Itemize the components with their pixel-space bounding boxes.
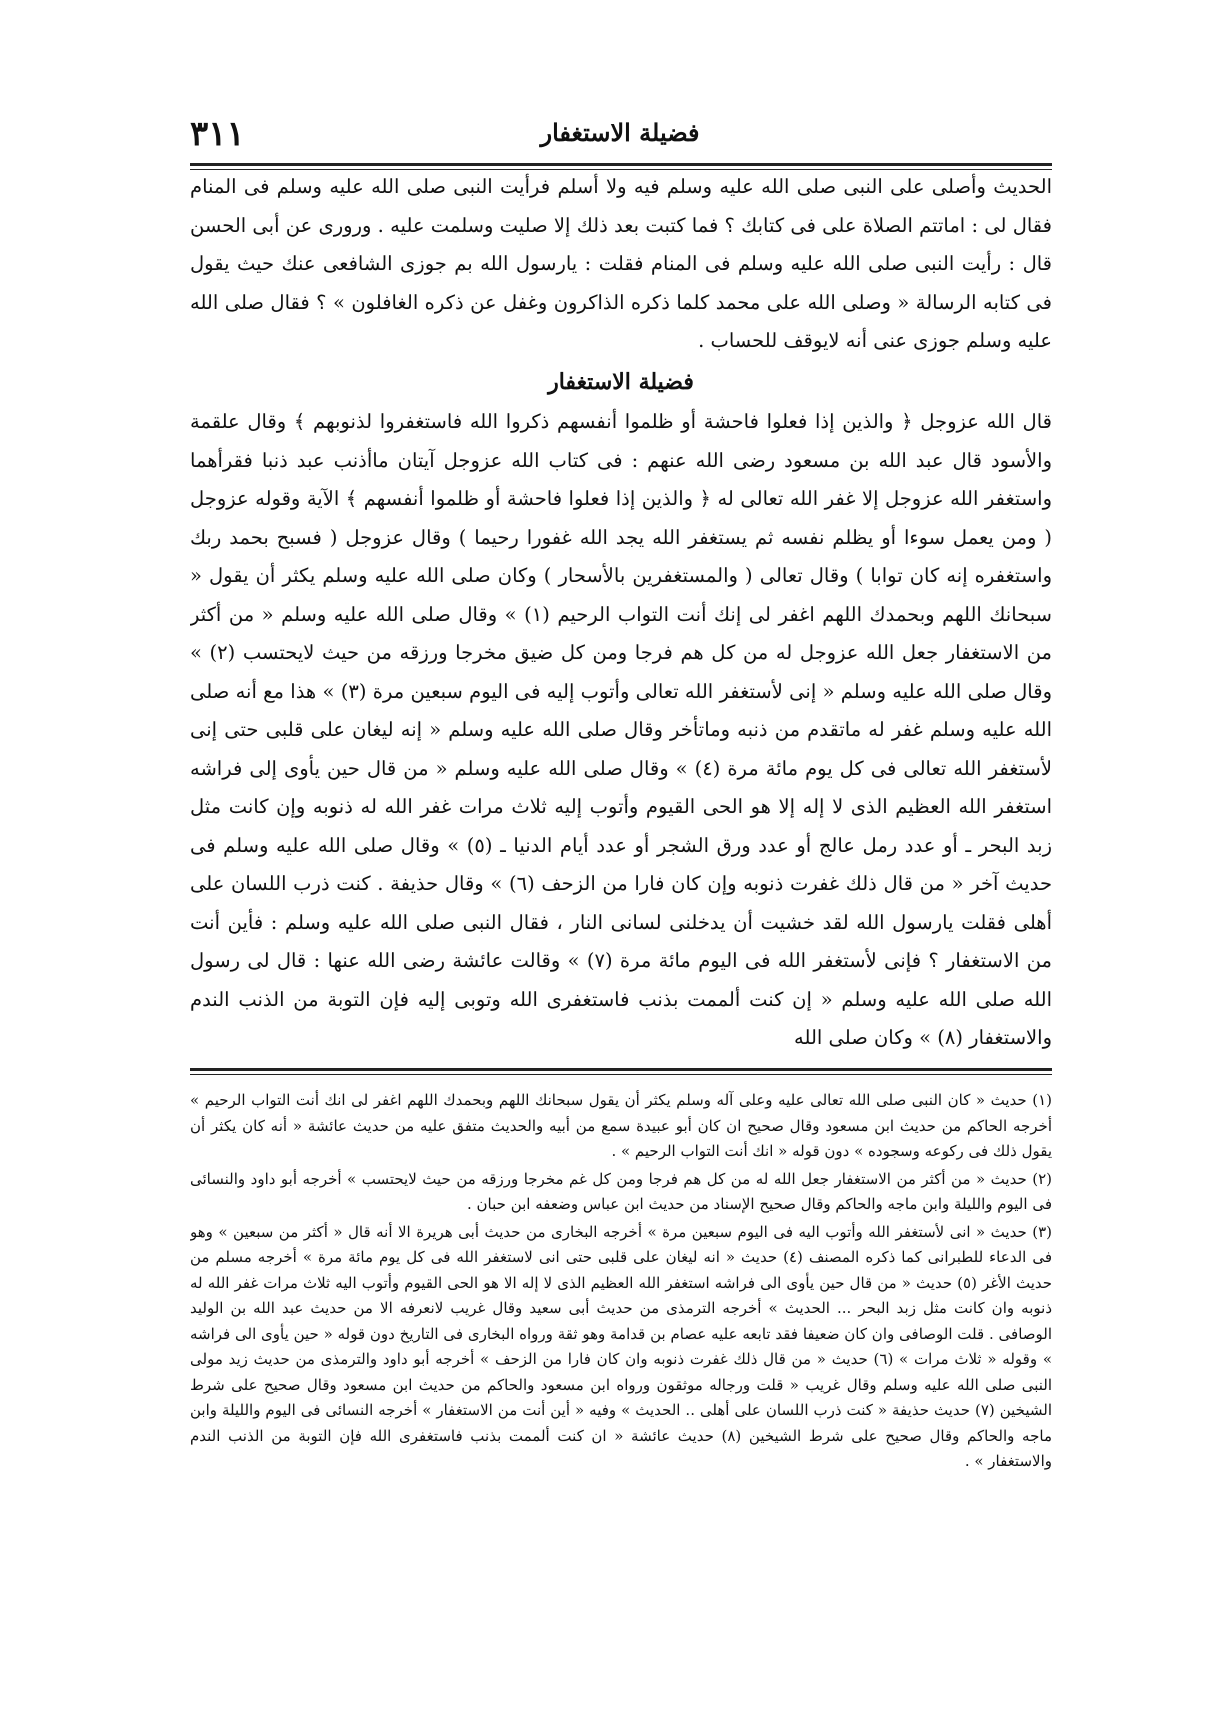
footnotes-divider: [190, 1068, 1052, 1075]
footnote: (١) حديث « كان النبى صلى الله تعالى عليه وعلى آله وسلم يكثر أن يقول سبحانك اللهم وبحمدك اللهم اغفر لى انك أنت التواب الرحيم » أخرجه الحاكم من حديث ابن مسعود وقال صحيح ان كان أبو عبيدة سمع من أبيه والحديث متفق عليه من حديث عائشة « أنه كان يكثر أن يقول ذلك فى ركوعه وسجوده » دون قوله « انك أنت التواب الرحيم » .: [190, 1091, 1052, 1160]
footnote: (٢) حديث « من أكثر من الاستغفار جعل الله له من كل هم فرجا ومن كل غم مخرجا ورزقه من حيث لايحتسب » أخرجه أبو داود والنسائى فى اليوم والليلة وابن ماجه والحاكم وقال صحيح الإسناد من حديث ابن عباس وضعفه ابن حبان .: [190, 1169, 1052, 1213]
footnotes: [190, 1088, 1052, 1568]
page-header: [190, 110, 1050, 170]
body-paragraph: الحديث وأصلى على النبى صلى الله عليه وسلم فيه ولا أسلم فرأيت النبى صلى الله عليه وسلم فى المنام فقال لى : اماتتم الصلاة على فى كتابك ؟ فما كتبت بعد ذلك إلا صليت وسلمت عليه . ورورى عن أبى الحسن قال : رأيت النبى صلى الله عليه وسلم فى المنام فقلت : يارسول الله بم جوزى الشافعى عنك حيث يقول فى كتابه الرسالة « وصلى الله على محمد كلما ذكره الذاكرون وغفل عن ذكره الغافلون » ؟ فقال صلى الله عليه وسلم جوزى عنى أنه لايوقف للحساب .: [190, 175, 1052, 352]
page-number: ٣١١: [190, 114, 245, 154]
body-paragraph: قال الله عزوجل ﴿ والذين إذا فعلوا فاحشة أو ظلموا أنفسهم ذكروا الله فاستغفروا لذنوبهم ﴾ وقال علقمة والأسود قال عبد الله بن مسعود رضى الله عنهم : فى كتاب الله عزوجل آيتان ماأذنب عبد ذنبا فقرأهما واستغفر الله عزوجل إلا غفر الله تعالى له ﴿ والذين إذا فعلوا فاحشة أو ظلموا أنفسهم ﴾ الآية وقوله عزوجل ( ومن يعمل سوءا أو يظلم نفسه ثم يستغفر الله يجد الله غفورا رحيما ) وقال عزوجل ( فسبح بحمد ربك واستغفره إنه كان توابا ) وقال تعالى ( والمستغفرين بالأسحار ) وكان صلى الله عليه وسلم يكثر أن يقول « سبحانك اللهم وبحمدك اللهم اغفر لى إنك أنت التواب الرحيم (١) » وقال صلى الله عليه وسلم « من أكثر من الاستغفار جعل الله عزوجل له من كل هم فرجا ومن كل ضيق مخرجا ورزقه من حيث لايحتسب (٢) » وقال صلى الله عليه وسلم « إنى لأستغفر الله تعالى وأتوب إليه فى اليوم سبعين مرة (٣) » هذا مع أنه صلى الله عليه وسلم غفر له ماتقدم من ذنبه وماتأخر وقال صلى الله عليه وسلم « إنه ليغان على قلبى حتى إنى لأستغفر الله تعالى فى كل يوم مائة مرة (٤) » وقال صلى الله عليه وسلم « من قال حين يأوى إلى فراشه استغفر الله العظيم الذى لا إله إلا هو الحى القيوم وأتوب إليه ثلاث مرات غفر الله له ذنوبه وإن كانت مثل زبد البحر ـ أو عدد رمل عالج أو عدد ورق الشجر أو عدد أيام الدنيا ـ (٥) » وقال صلى الله عليه وسلم فى حديث آخر « من قال ذلك غفرت ذنوبه وإن كان فارا من الزحف (٦) » وقال حذيفة . كنت ذرب اللسان على أهلى فقلت يارسول الله لقد خشيت أن يدخلنى لسانى النار ، فقال النبى صلى الله عليه وسلم : فأين أنت من الاستغفار ؟ فإنى لأستغفر الله فى اليوم مائة مرة (٧) » وقالت عائشة رضى الله عنها : قال لى رسول الله صلى الله عليه وسلم « إن كنت ألممت بذنب فاستغفرى الله وتوبى إليه فإن التوبة من الذنب الندم والاستغفار (٨) » وكان صلى الله: [190, 410, 1052, 1049]
section-heading: فضيلة الاستغفار: [548, 368, 694, 395]
running-title: فضيلة الاستغفار: [540, 118, 700, 147]
main-text: [190, 168, 1052, 1058]
footnote: (٣) حديث « انى لأستغفر الله وأتوب اليه فى اليوم سبعين مرة » أخرجه البخارى من حديث أبى هريرة الا أنه قال « أكثر من سبعين » وهو فى الدعاء للطبرانى كما ذكره المصنف (٤) حديث « انه ليغان على قلبى حتى انى لاستغفر الله فى كل يوم مائة مرة » أخرجه مسلم من حديث الأغر (٥) حديث « من قال حين يأوى الى فراشه استغفر الله العظيم الذى لا إله الا هو الحى القيوم وأتوب اليه ثلاث مرات غفر الله له ذنوبه وان كانت مثل زبد البحر ... الحديث » أخرجه الترمذى من حديث أبى سعيد وقال غريب لانعرفه الا من حديث عبد الله بن الوليد الوصافى . قلت الوصافى وان كان ضعيفا فقد تابعه عليه عصام بن قدامة وهو ثقة ورواه البخارى فى التاريخ دون قوله « حين يأوى الى فراشه » وقوله « ثلاث مرات » (٦) حديث « من قال ذلك غفرت ذنوبه وان كان فارا من الزحف » أخرجه أبو داود والترمذى من حديث زيد مولى النبى صلى الله عليه وسلم وقال غريب « قلت ورجاله موثقون ورواه ابن مسعود والحاكم من حديث ابن مسعود وقال صحيح على شرط الشيخين (٧) حديث حذيفة « كنت ذرب اللسان على أهلى .. الحديث » وفيه « أين أنت من الاستغفار » أخرجه النسائى فى اليوم والليلة وابن ماجه والحاكم وقال صحيح على شرط الشيخين (٨) حديث عائشة « ان كنت ألممت بذنب فاستغفرى الله فإن التوبة من الذنب الندم والاستغفار » .: [190, 1222, 1052, 1470]
